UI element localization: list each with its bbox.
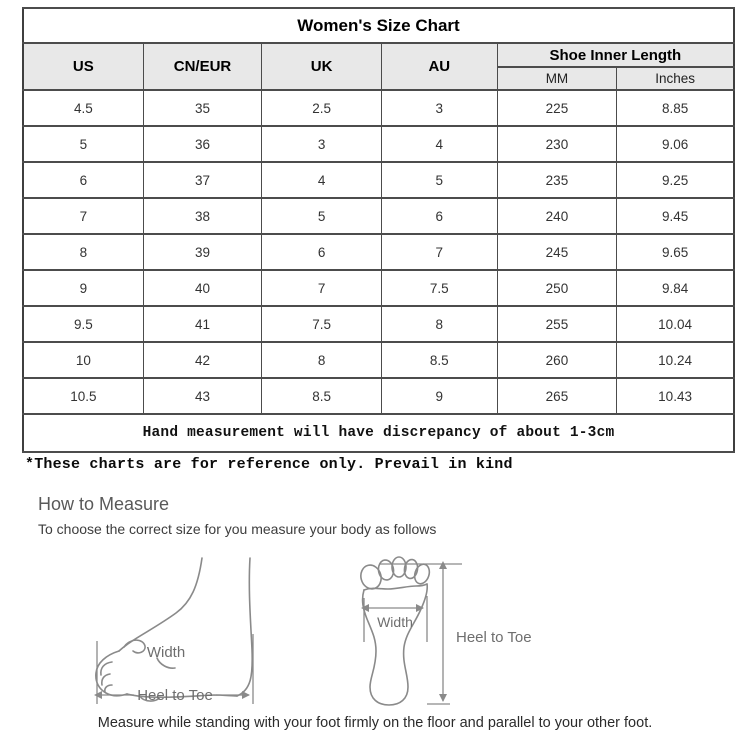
size-cell: 10.5 xyxy=(23,378,143,414)
size-cell: 36 xyxy=(143,126,262,162)
size-cell: 40 xyxy=(143,270,262,306)
size-cell: 255 xyxy=(497,306,616,342)
size-cell: 5 xyxy=(23,126,143,162)
size-cell: 41 xyxy=(143,306,262,342)
size-cell: 6 xyxy=(381,198,497,234)
column-header-au: AU xyxy=(381,43,497,90)
column-header-inches: Inches xyxy=(617,67,734,90)
size-cell: 38 xyxy=(143,198,262,234)
table-row xyxy=(23,306,734,342)
column-header-mm: MM xyxy=(497,67,616,90)
table-row xyxy=(23,126,734,162)
size-cell: 4.5 xyxy=(23,90,143,126)
size-cell: 10.43 xyxy=(617,378,734,414)
measurement-note: Hand measurement will have discrepancy of about 1-3cm xyxy=(23,414,734,452)
size-cell: 225 xyxy=(497,90,616,126)
size-cell: 9.25 xyxy=(617,162,734,198)
size-cell: 43 xyxy=(143,378,262,414)
column-header-inner-length: Shoe Inner Length xyxy=(497,43,734,67)
size-cell: 7 xyxy=(23,198,143,234)
table-row xyxy=(23,198,734,234)
size-cell: 4 xyxy=(381,126,497,162)
measurement-diagram xyxy=(0,546,750,718)
size-cell: 42 xyxy=(143,342,262,378)
column-header-cneur: CN/EUR xyxy=(143,43,262,90)
size-cell: 235 xyxy=(497,162,616,198)
size-cell: 4 xyxy=(262,162,381,198)
footprint-width-label: Width xyxy=(377,614,413,630)
how-to-measure-heading: How to Measure xyxy=(38,494,170,514)
size-cell: 240 xyxy=(497,198,616,234)
side-view-heel-to-toe-label: Heel to Toe xyxy=(137,687,213,704)
table-title: Women's Size Chart xyxy=(23,8,734,43)
size-cell: 260 xyxy=(497,342,616,378)
size-cell: 7 xyxy=(262,270,381,306)
footprint-heel-to-toe-label: Heel to Toe xyxy=(456,629,532,646)
size-cell: 9.84 xyxy=(617,270,734,306)
size-cell: 230 xyxy=(497,126,616,162)
table-row xyxy=(23,270,734,306)
table-row xyxy=(23,162,734,198)
size-cell: 8.5 xyxy=(381,342,497,378)
size-cell: 10.24 xyxy=(617,342,734,378)
column-header-row xyxy=(23,43,734,67)
size-cell: 245 xyxy=(497,234,616,270)
size-cell: 3 xyxy=(381,90,497,126)
size-cell: 37 xyxy=(143,162,262,198)
footprint-sketch xyxy=(358,557,432,705)
table-row xyxy=(23,90,734,126)
size-cell: 35 xyxy=(143,90,262,126)
side-view-width-label: Width xyxy=(146,644,186,661)
size-cell: 10 xyxy=(23,342,143,378)
size-cell: 3 xyxy=(262,126,381,162)
size-chart-table xyxy=(22,7,735,453)
note-row xyxy=(23,414,734,452)
table-row xyxy=(23,234,734,270)
size-cell: 10.04 xyxy=(617,306,734,342)
table-row xyxy=(23,378,734,414)
column-header-us: US xyxy=(23,43,143,90)
foot-side-view-sketch xyxy=(96,558,252,701)
table-row xyxy=(23,342,734,378)
size-table-body xyxy=(23,90,734,414)
reference-disclaimer: *These charts are for reference only. Prevail in kind xyxy=(25,456,513,473)
size-cell: 9.06 xyxy=(617,126,734,162)
size-cell: 9 xyxy=(23,270,143,306)
size-cell: 2.5 xyxy=(262,90,381,126)
size-cell: 8 xyxy=(381,306,497,342)
table-title-row xyxy=(23,8,734,43)
size-cell: 8 xyxy=(23,234,143,270)
how-to-measure-subtitle: To choose the correct size for you measure your body as follows xyxy=(38,521,437,537)
size-cell: 9.5 xyxy=(23,306,143,342)
size-cell: 8 xyxy=(262,342,381,378)
size-cell: 7.5 xyxy=(262,306,381,342)
size-cell: 5 xyxy=(381,162,497,198)
size-cell: 265 xyxy=(497,378,616,414)
size-cell: 39 xyxy=(143,234,262,270)
size-cell: 7 xyxy=(381,234,497,270)
size-cell: 6 xyxy=(23,162,143,198)
measure-caption: Measure while standing with your foot firmly on the floor and parallel to your other foot. xyxy=(97,715,653,731)
size-cell: 8.85 xyxy=(617,90,734,126)
size-cell: 8.5 xyxy=(262,378,381,414)
size-cell: 9.45 xyxy=(617,198,734,234)
size-cell: 5 xyxy=(262,198,381,234)
column-header-uk: UK xyxy=(262,43,381,90)
size-cell: 250 xyxy=(497,270,616,306)
size-cell: 9.65 xyxy=(617,234,734,270)
size-cell: 7.5 xyxy=(381,270,497,306)
size-cell: 6 xyxy=(262,234,381,270)
size-cell: 9 xyxy=(381,378,497,414)
